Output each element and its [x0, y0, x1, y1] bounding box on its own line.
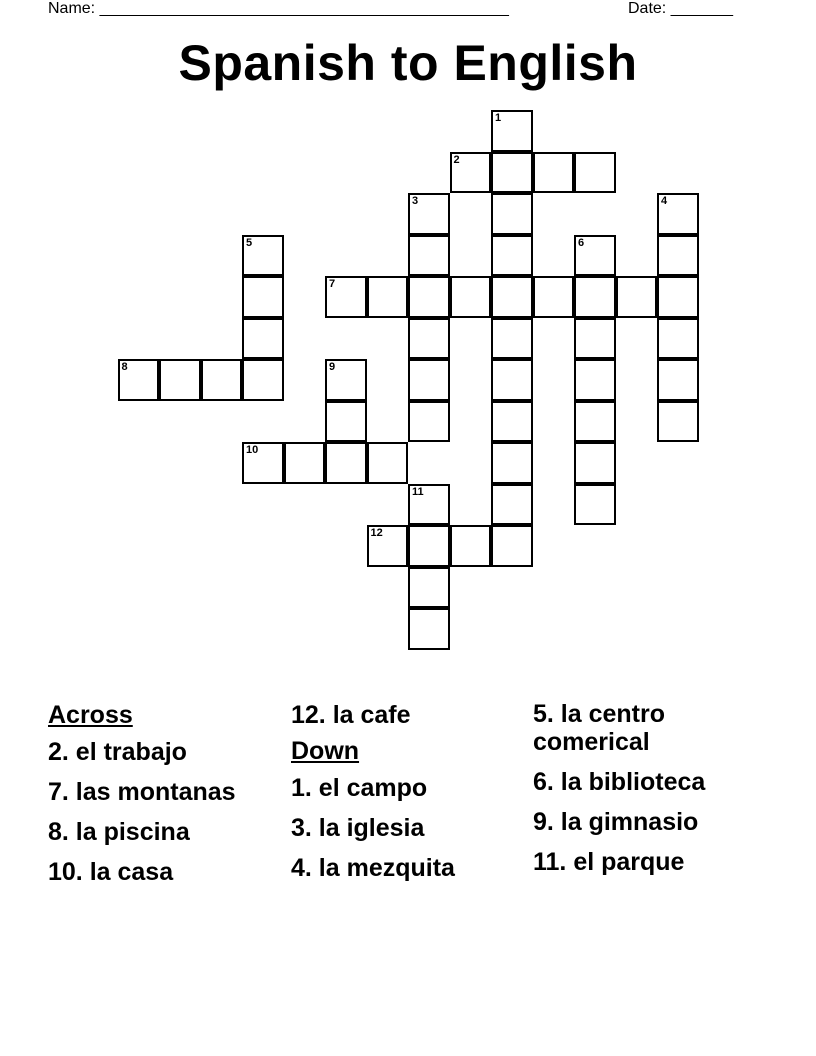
grid-cell[interactable]: [118, 359, 160, 401]
grid-cell[interactable]: [408, 401, 450, 443]
grid-cell[interactable]: [616, 276, 658, 318]
grid-cell[interactable]: [367, 276, 409, 318]
grid-cell[interactable]: [408, 318, 450, 360]
grid-cell[interactable]: [408, 235, 450, 277]
grid-cell[interactable]: [408, 276, 450, 318]
clue-across-2: 2. el trabajo: [48, 738, 187, 766]
cell-number: 4: [661, 195, 668, 207]
clue-column-1: [48, 700, 278, 898]
cell-number: 8: [121, 361, 128, 373]
cell-number: 3: [412, 195, 419, 207]
clue-down-5: 5. la centro comerical: [533, 700, 665, 756]
grid-cell[interactable]: [367, 442, 409, 484]
grid-cell[interactable]: [325, 401, 367, 443]
grid-cell[interactable]: [325, 442, 367, 484]
cell-number: 12: [370, 527, 383, 539]
grid-cell[interactable]: [574, 318, 616, 360]
grid-cell[interactable]: [408, 608, 450, 650]
grid-cell[interactable]: [450, 152, 492, 194]
clue-down-9: 9. la gimnasio: [533, 808, 699, 836]
cell-number: 11: [412, 485, 424, 498]
cell-number: 5: [246, 236, 253, 249]
grid-cell[interactable]: [408, 567, 450, 609]
grid-cell[interactable]: [491, 152, 533, 194]
clue-across-8: 8. la piscina: [48, 818, 190, 846]
grid-cell[interactable]: [657, 359, 699, 401]
grid-cell[interactable]: [574, 484, 616, 526]
grid-cell[interactable]: [574, 235, 616, 277]
grid-cell[interactable]: [657, 318, 699, 360]
grid-cell[interactable]: [242, 235, 284, 277]
grid-cell[interactable]: [367, 525, 409, 567]
grid-cell[interactable]: [491, 442, 533, 484]
grid-cell[interactable]: [491, 484, 533, 526]
grid-cell[interactable]: [491, 110, 533, 152]
grid-cell[interactable]: [159, 359, 201, 401]
grid-cell[interactable]: [574, 152, 616, 194]
clue-across-12: 12. la cafe: [291, 701, 411, 729]
page-title: Spanish to English: [178, 35, 638, 91]
name-field-line: Name: ______________________________________________: [48, 0, 509, 17]
cell-number: 2: [453, 153, 460, 166]
grid-cell[interactable]: [574, 276, 616, 318]
grid-cell[interactable]: [657, 193, 699, 235]
grid-cell[interactable]: [491, 359, 533, 401]
grid-cell[interactable]: [574, 442, 616, 484]
grid-cell[interactable]: [491, 193, 533, 235]
grid-cell[interactable]: [408, 359, 450, 401]
clue-down-1: 1. el campo: [291, 774, 428, 802]
clue-down-4: 4. la mezquita: [291, 854, 455, 882]
clue-down-6: 6. la biblioteca: [533, 768, 706, 796]
grid-cell[interactable]: [284, 442, 326, 484]
grid-cell[interactable]: [491, 276, 533, 318]
grid-cell[interactable]: [657, 401, 699, 443]
grid-cell[interactable]: [657, 276, 699, 318]
cell-number: 9: [329, 361, 336, 373]
clue-down-11: 11. el parque: [533, 848, 685, 876]
down-heading: Down: [291, 737, 360, 765]
grid-cell[interactable]: [242, 442, 284, 484]
grid-cell[interactable]: [574, 359, 616, 401]
clue-across-7: 7. las montanas: [48, 778, 236, 806]
clue-column-3: [533, 700, 773, 888]
cell-number: 7: [329, 278, 336, 290]
cell-number: 10: [246, 444, 259, 456]
cell-number: 6: [578, 236, 585, 249]
grid-cell[interactable]: [491, 235, 533, 277]
grid-cell[interactable]: [242, 318, 284, 360]
across-heading: Across: [48, 701, 133, 729]
grid-cell[interactable]: [325, 359, 367, 401]
grid-cell[interactable]: [408, 525, 450, 567]
grid-cell[interactable]: [408, 484, 450, 526]
cell-number: 1: [495, 112, 502, 124]
grid-cell[interactable]: [533, 152, 575, 194]
grid-cell[interactable]: [408, 193, 450, 235]
grid-cell[interactable]: [491, 525, 533, 567]
grid-cell[interactable]: [242, 359, 284, 401]
grid-cell[interactable]: [574, 401, 616, 443]
grid-cell[interactable]: [491, 318, 533, 360]
grid-cell[interactable]: [450, 276, 492, 318]
grid-cell[interactable]: [325, 276, 367, 318]
grid-cell[interactable]: [242, 276, 284, 318]
grid-cell[interactable]: [201, 359, 243, 401]
clue-column-2: [291, 700, 521, 894]
grid-cell[interactable]: [533, 276, 575, 318]
date-field-line: Date: _______: [628, 0, 733, 17]
clue-across-10: 10. la casa: [48, 858, 174, 886]
clue-down-3: 3. la iglesia: [291, 814, 425, 842]
grid-cell[interactable]: [450, 525, 492, 567]
grid-cell[interactable]: [491, 401, 533, 443]
grid-cell[interactable]: [657, 235, 699, 277]
